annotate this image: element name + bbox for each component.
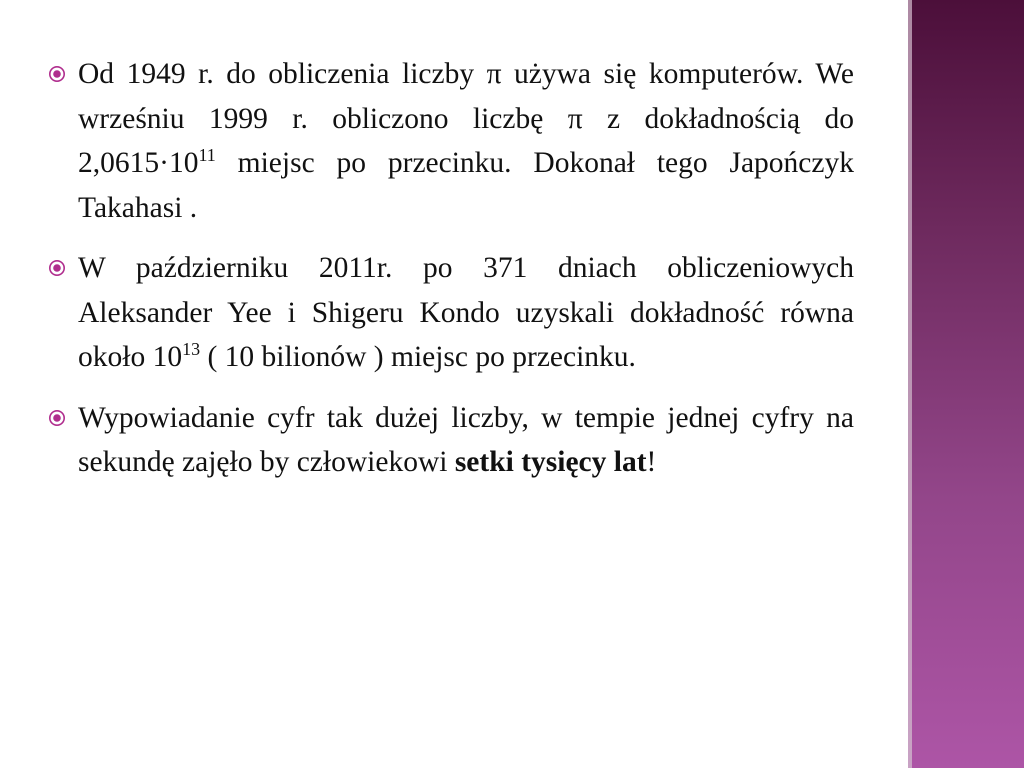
bullet-item-computers	[48, 52, 854, 230]
bullet-item-reciting-digits	[48, 396, 854, 485]
bullet-item-2011-record	[48, 246, 854, 380]
bold-emphasis: setki tysięcy lat	[454, 446, 647, 478]
bullet-text-part: Wypowiadanie cyfr tak dużej liczby, w tempie jednej cyfry na sekundę zajęło by człowiekowi	[78, 401, 854, 478]
bullet-text	[78, 246, 854, 380]
radio-bullet-icon	[48, 246, 78, 290]
bullet-list	[48, 52, 854, 501]
bullet-text-part: ( 10 bilionów ) miejsc po przecinku.	[200, 341, 636, 373]
bullet-text	[78, 396, 854, 485]
bullet-text	[78, 52, 854, 230]
bullet-text-part: miejsc po przecinku. Dokonał tego Japończyk Takahasi .	[78, 147, 854, 224]
bullet-text-part: W październiku 2011r. po 371 dniach obliczeniowych Aleksander Yee i Shigeru Kondo uzyskali dokładność równa około 10	[78, 252, 854, 373]
decorative-sidebar	[912, 0, 1024, 768]
superscript-exponent: 11	[198, 145, 216, 165]
radio-bullet-icon	[48, 52, 78, 96]
bullet-text-part: Od 1949 r. do obliczenia liczby π używa się komputerów. We wrześniu 1999 r. obliczono liczbę π z dokładnością do 2,0615·10	[78, 58, 854, 179]
bullet-text-part: !	[646, 446, 657, 478]
radio-bullet-icon	[48, 396, 78, 440]
superscript-exponent: 13	[182, 339, 201, 359]
